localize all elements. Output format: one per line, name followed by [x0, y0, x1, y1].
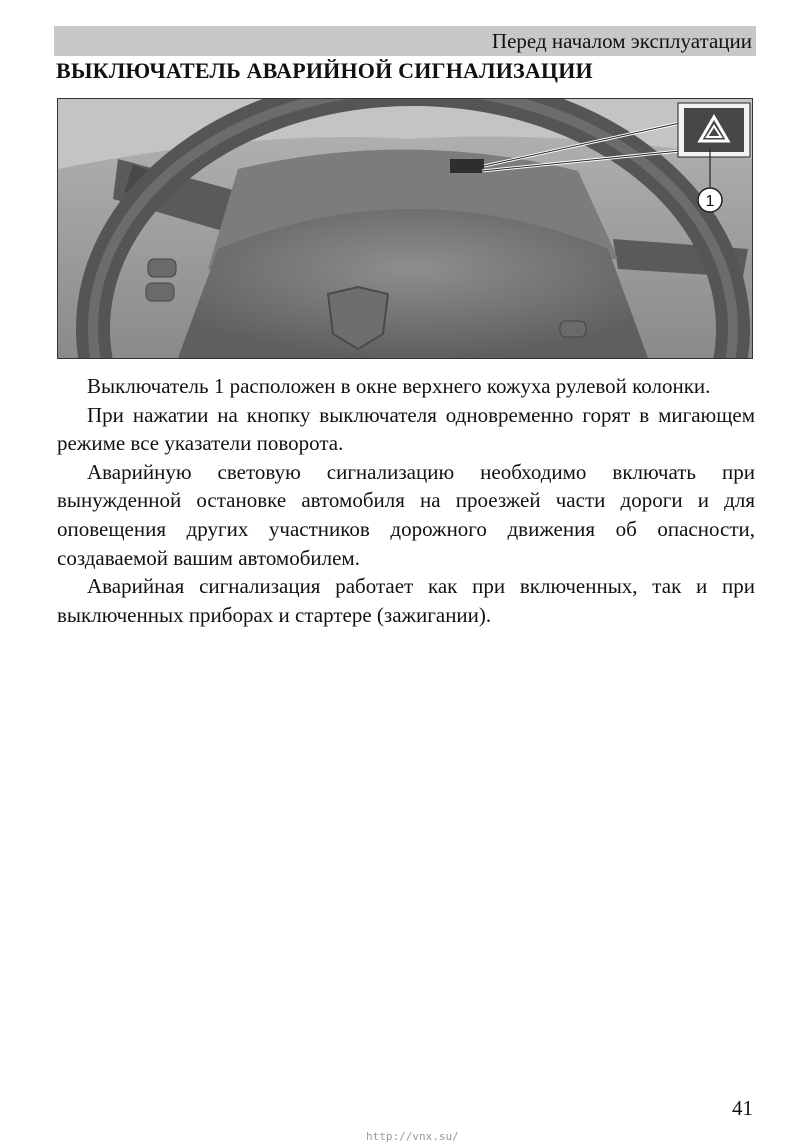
body-text: [57, 372, 755, 629]
left-spoke-button-bottom: [146, 283, 174, 301]
paragraph-3: Аварийную световую сигнализацию необходимо включать при вынужденной остановке автомобиля на проезжей части дороги и для оповещения других участников дорожного движения об опасности, создаваемой вашим автомобилем.: [57, 459, 755, 570]
section-title: Перед началом эксплуатации: [491, 29, 752, 53]
right-spoke-button-top: [560, 321, 586, 337]
hazard-switch-window: [450, 159, 484, 173]
paragraph-1: Выключатель 1 расположен в окне верхнего кожуха рулевой колонки.: [87, 374, 711, 398]
page-number: 41: [732, 1096, 753, 1120]
footer-link[interactable]: http://vnx.su/: [366, 1130, 459, 1143]
steering-wheel-figure: [57, 98, 753, 359]
left-spoke-button-top: [148, 259, 176, 277]
paragraph-4: Аварийная сигнализация работает как при включенных, так и при выключенных приборах и стартере (зажигании).: [57, 574, 755, 627]
callout-number: 1: [705, 193, 715, 210]
page-title: ВЫКЛЮЧАТЕЛЬ АВАРИЙНОЙ СИГНАЛИЗАЦИИ: [56, 58, 593, 83]
header-band: [54, 26, 756, 56]
paragraph-2: При нажатии на кнопку выключателя одновременно горят в мигающем режиме все указатели поворота.: [57, 402, 755, 456]
